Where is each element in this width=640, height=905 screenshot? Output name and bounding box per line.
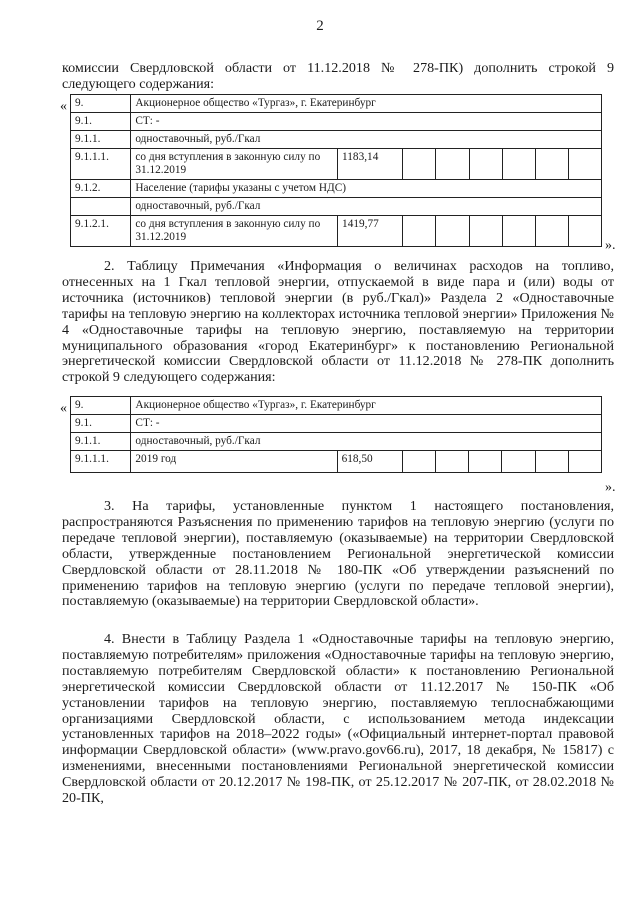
empty-cell [502, 216, 535, 247]
row-number: 9.1.2.1. [71, 216, 131, 247]
empty-cell [403, 149, 436, 180]
table2-quote-close: ». [605, 480, 616, 495]
row-name: Население (тарифы указаны с учетом НДС) [131, 180, 602, 198]
empty-cell [535, 451, 568, 473]
empty-cell [469, 149, 502, 180]
table2-quote-open: « [60, 401, 67, 416]
table-row [71, 415, 602, 433]
empty-cell [469, 216, 502, 247]
row-name: со дня вступления в законную силу по 31.12.2019 [131, 149, 338, 180]
row-number [71, 198, 131, 216]
row-name: одноставочный, руб./Гкал [131, 131, 602, 149]
table-row [71, 433, 602, 451]
table-row [71, 149, 602, 180]
row-name: СТ: - [131, 113, 602, 131]
empty-cell [568, 149, 601, 180]
empty-cell [535, 216, 568, 247]
row-number: 9.1.1. [71, 433, 131, 451]
row-name: со дня вступления в законную силу по 31.12.2019 [131, 216, 338, 247]
row-number: 9.1.1. [71, 131, 131, 149]
row-number: 9. [71, 397, 131, 415]
row-name: одноставочный, руб./Гкал [131, 433, 602, 451]
paragraph-4: 4. Внести в Таблицу Раздела 1 «Одноставочные тарифы на тепловую энергию, поставляемую потребителям» приложения «Одноставочные тарифы на тепловую энергию, поставляемую потребителям Свердловской области» к постановлению Региональной энергетической комиссии Свердловской области от 11.12.2017 № 150-ПК «Об установлении тарифов на тепловую энергию, поставляемую теплоснабжающими организациями Свердловской области, с использованием метода индексации установленных тарифов на 2018–2022 годы» («Официальный интернет-портал правовой информации Свердловской области» (www.pravo.gov66.ru), 2017, 18 декабря, № 15817) с изменениями, внесенными постановлениями Региональной энергетической комиссии Свердловской области от 20.12.2017 № 198-ПК, от 25.12.2017 № 207-ПК, от 28.02.2018 № 20-ПК, [62, 631, 614, 807]
empty-cell [535, 149, 568, 180]
table1-quote-close: ». [605, 238, 616, 253]
paragraph-2: 2. Таблицу Примечания «Информация о величинах расходов на топливо, отнесенных на 1 Гкал тепловой энергии, отпускаемой в виде пара и (или) воды от источника (источников) тепловой энергии (в руб./Гкал)» Раздела 2 «Одноставочные тарифы на тепловую энергию на коллекторах источника тепловой энергии» Приложения № 4 «Одноставочные тарифы на тепловую энергию, поставляемую на территории муниципального образования «город Екатеринбург» к постановлению Региональной энергетической комиссии Свердловской области от 11.12.2018 № 278-ПК дополнить строкой 9 следующего содержания: [62, 258, 614, 386]
table-row [71, 180, 602, 198]
row-number: 9.1.2. [71, 180, 131, 198]
empty-cell [436, 216, 469, 247]
row-number: 9.1. [71, 415, 131, 433]
paragraph-3: 3. На тарифы, установленные пунктом 1 настоящего постановления, распространяются Разъяснения по применению тарифов на тепловую энергию (услуги по передаче тепловой энергии), поставляемую (оказываемые) на территории Свердловской области, утвержденные постановлением Региональной энергетической комиссии Свердловской области от 28.11.2018 № 180-ПК «Об утверждении разъяснений по применению тарифов на тепловую энергию (услуги по передаче тепловой энергии), поставляемую (оказываемые) на территории Свердловской области». [62, 498, 614, 610]
intro-line-2: следующего содержания: [62, 75, 215, 92]
row-value: 1183,14 [338, 149, 403, 180]
tariff-table-1 [70, 94, 602, 247]
table-row [71, 198, 602, 216]
tariff-table-2 [70, 396, 602, 473]
empty-cell [502, 149, 535, 180]
empty-cell [403, 216, 436, 247]
table-row [71, 95, 602, 113]
table1-quote-open: « [60, 99, 67, 114]
row-number: 9.1. [71, 113, 131, 131]
table-row [71, 216, 602, 247]
empty-cell [436, 149, 469, 180]
row-name: Акционерное общество «Тургаз», г. Екатеринбург [131, 95, 602, 113]
row-name: 2019 год [131, 451, 337, 473]
intro-line-1: комиссии Свердловской области от 11.12.2018 № 278-ПК) дополнить строкой 9 [62, 60, 614, 76]
empty-cell [568, 451, 601, 473]
row-number: 9.1.1.1. [71, 149, 131, 180]
row-value: 618,50 [337, 451, 402, 473]
row-number: 9. [71, 95, 131, 113]
table-row [71, 113, 602, 131]
row-name: СТ: - [131, 415, 602, 433]
row-value: 1419,77 [338, 216, 403, 247]
empty-cell [402, 451, 435, 473]
intro-paragraph [62, 61, 614, 93]
row-number: 9.1.1.1. [71, 451, 131, 473]
row-name: одноставочный, руб./Гкал [131, 198, 602, 216]
empty-cell [502, 451, 535, 473]
table-row [71, 451, 602, 473]
table-row [71, 131, 602, 149]
empty-cell [568, 216, 601, 247]
table-row [71, 397, 602, 415]
page-number: 2 [316, 18, 324, 34]
empty-cell [435, 451, 468, 473]
row-name: Акционерное общество «Тургаз», г. Екатеринбург [131, 397, 602, 415]
empty-cell [469, 451, 502, 473]
